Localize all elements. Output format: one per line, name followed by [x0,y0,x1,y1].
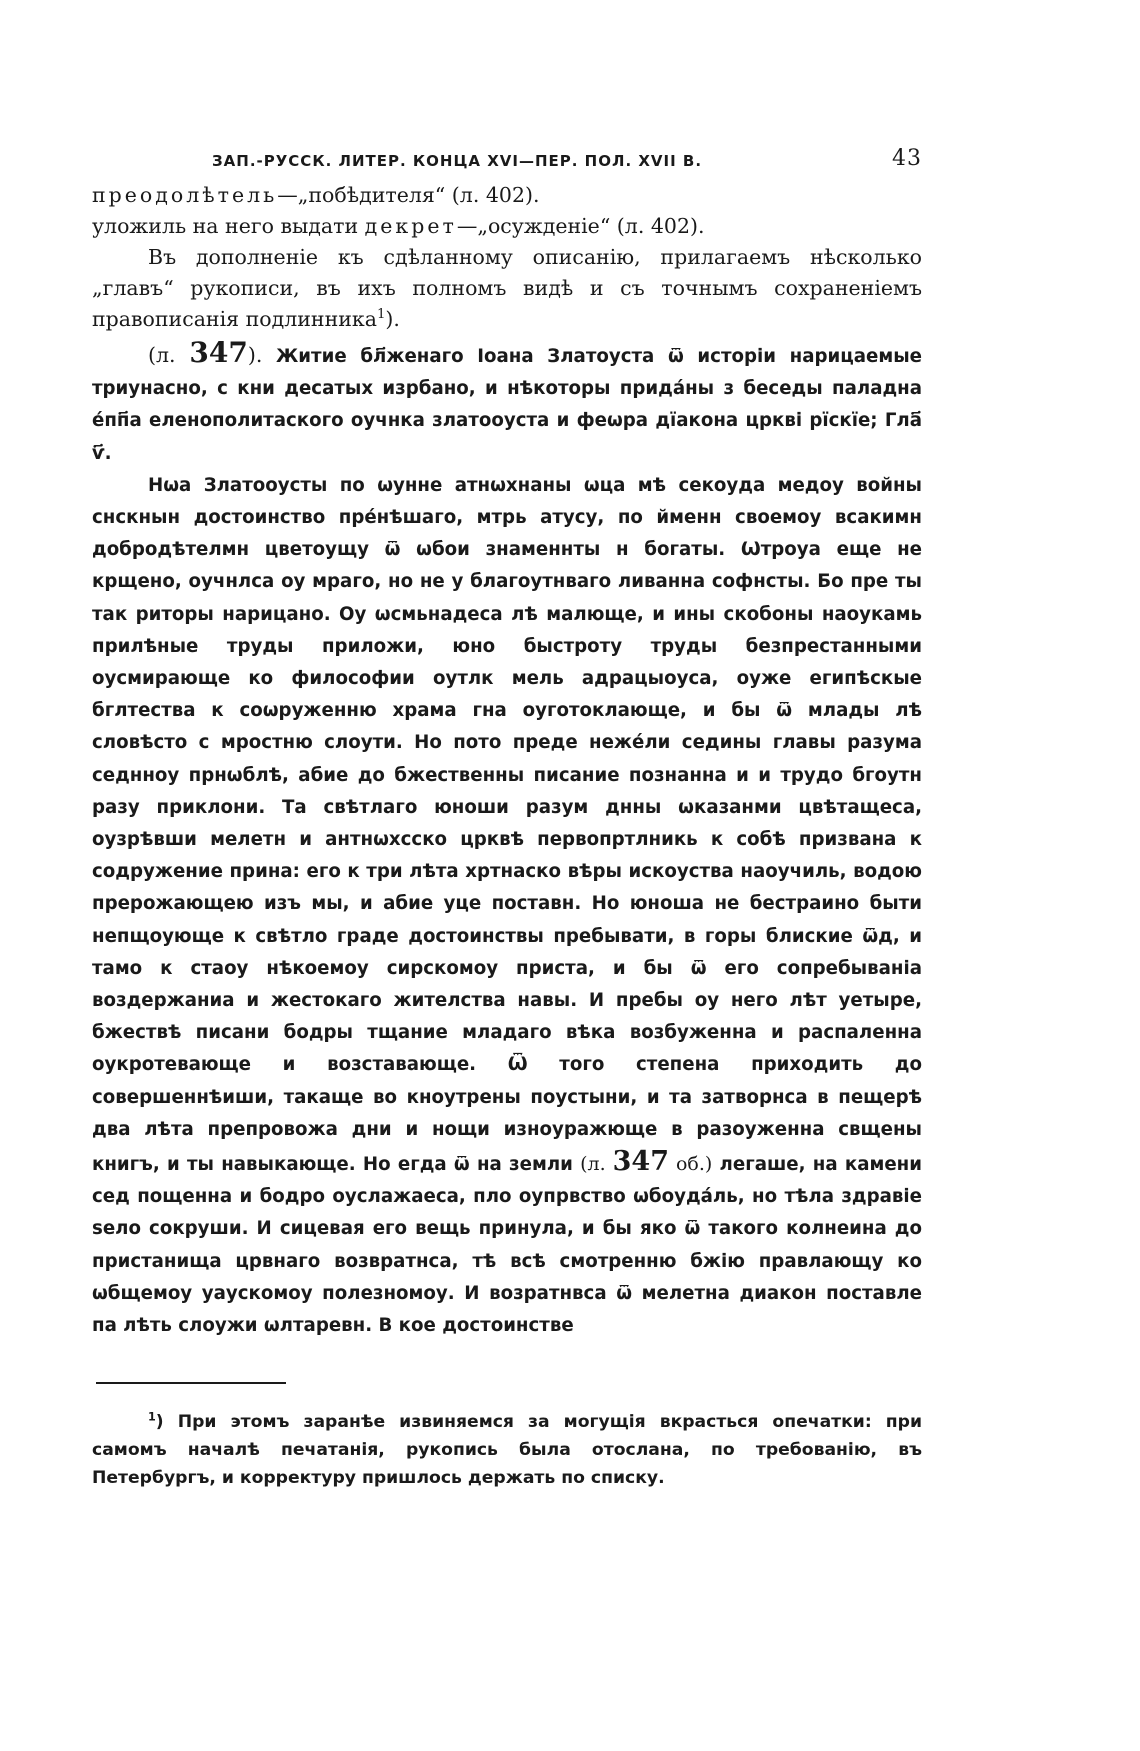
slavonic-title-paragraph [92,337,922,470]
gloss-term: преодолѣтель [92,183,278,207]
folio2-open: (л. [580,1153,613,1176]
gloss-line-1 [92,180,922,211]
page-number: 43 [892,146,922,171]
slavonic-main-paragraph [92,470,922,1342]
gloss-definition: —„осужденіе“ (л. 402). [456,214,705,238]
folio-number: 347 [189,336,248,369]
intro-paragraph [92,242,922,335]
slavonic-title: Житие бл҃женаго Іоана Златоуста ѿ исторіи нарицаемые триунасно, с кни десатых изрбано, и нѣкоторы прида́ны з беседы паладна е́пп҃а еленополитаского оучнка златооуста и феѡра дїакона цркві рїскїе; Гла҃ ѵ҃. [92,346,922,464]
slavonic-text [92,337,922,1342]
folio-close: ). [247,343,263,367]
running-head-title: ЗАП.-РУССК. ЛИТЕР. КОНЦА XVI—ПЕР. ПОЛ. XVII В. [212,152,703,170]
folio2-close: об.) [669,1153,713,1176]
slavonic-body-a: Нѡа Златооусты по ѡунне атнѡхнаны ѡца мѣ секоуда медоу войны снскнын достоинство пре́нѣшаго, мтрь атусу, по йменн своемоу всакимн добродѣтелмн цветоущу ѿ ѡбои знаменнты н богаты. Ѡтроуа еще не крщено, оучнлса оу мраго, но не у благоутнваго ливанна софнсты. Бо пре ты так риторы нарицано. Оу ѡсмьнадеса лѣ малюще, и ины скобоны наоукамь прилѣные труды приложи, юно быстроту труды безпрестанными оусмирающе ко философии оутлк мель адрацыоуса, оуже египѣскые бглтества к соѡруженню храма гна оуготоклающе, и бы ѿ млады лѣ словѣсто с мростню слоути. Но пото преде неже́ли седины главы разума седнноу прнѡблѣ, абие до бжественны писание познанна и и трудо бгоутн разу приклони. Та свѣтлаго юноши разум днны ѡказанми цвѣтащеса, оузрѣвши мелетн и антнѡхсско црквѣ первопртлникь к собѣ призвана к содружение прина: его к три лѣта хртнаско вѣры искоуства наоучиль, водою прерожающею изъ мы, и абие уце поставн. Но юноша не бестраино быти непщоующе к свѣтло граде достоинствы пребывати, в горы блиские ѿд, и тамо к стаоу нѣкоемоу сирскомоу приста, и бы ѿ его сопребываніа воздержаниа и жестокаго жителства навы. И пребы оу него лѣт уетыре, бжествѣ писани бодры тщание младаго вѣка возбуженна и распаленна оукротевающе и возставающе. Ѿ того степена приходить до совершеннѣиши, такаще во кноутрены поустыни, и та затворнса в пещерѣ два лѣта препровожа дни и нощи изноуражюще в разоуженна свщены книгъ, и ты навыкающе. Но егда ѿ на земли [92,474,922,1176]
gloss-line-2 [92,211,922,242]
gloss-definition: —„побѣдителя“ (л. 402). [277,183,540,207]
running-head [92,140,922,180]
footnote [92,1408,922,1492]
russian-text [92,180,922,335]
gloss-term: декрет [364,214,457,238]
footnote-divider [96,1382,286,1384]
intro-text: Въ дополненіе къ сдѣланному описанію, прилагаемъ нѣсколько „главъ“ рукописи, въ ихъ полномъ видѣ и съ точнымъ сохраненіемъ правописанія подлинника [92,245,922,331]
footnote-reference: 1 [376,307,386,323]
intro-end: ). [385,307,400,331]
footnote-paragraph [92,1408,922,1492]
footnote-mark: 1 [148,1410,156,1424]
folio-marker-inline [580,1146,713,1178]
folio-open: (л. [148,343,190,367]
book-page [92,140,922,1492]
folio-marker [148,336,263,369]
gloss-prefix: уложиль на него выдати [92,214,365,238]
footnote-text: ) При этомъ заранѣе извиняемся за могущія вкрасться опечатки: при самомъ началѣ печатанія, рукопись была отослана, по требованію, въ Петербургъ, и корректуру пришлось держать по списку. [92,1412,922,1489]
slavonic-body-b: легаше, на камени сед пощенна и бодро оуслажаеса, пло оупрвство ѡбоуда́ль, но тѣла здравіе ѕело сокруши. И сицевая его вещь принула, и бы яко ѿ такого колнеина до пристанища црвнаго возвратнса, тѣ всѣ смотренню бжію правлающу ко ѡбщемоу уаускомоу полезномоу. И возратнвса ѿ мелетна диакон поставле па лѣть слоужи ѡлтаревн. В кое достоинстве [92,1154,922,1337]
folio2-number: 347 [612,1146,669,1178]
